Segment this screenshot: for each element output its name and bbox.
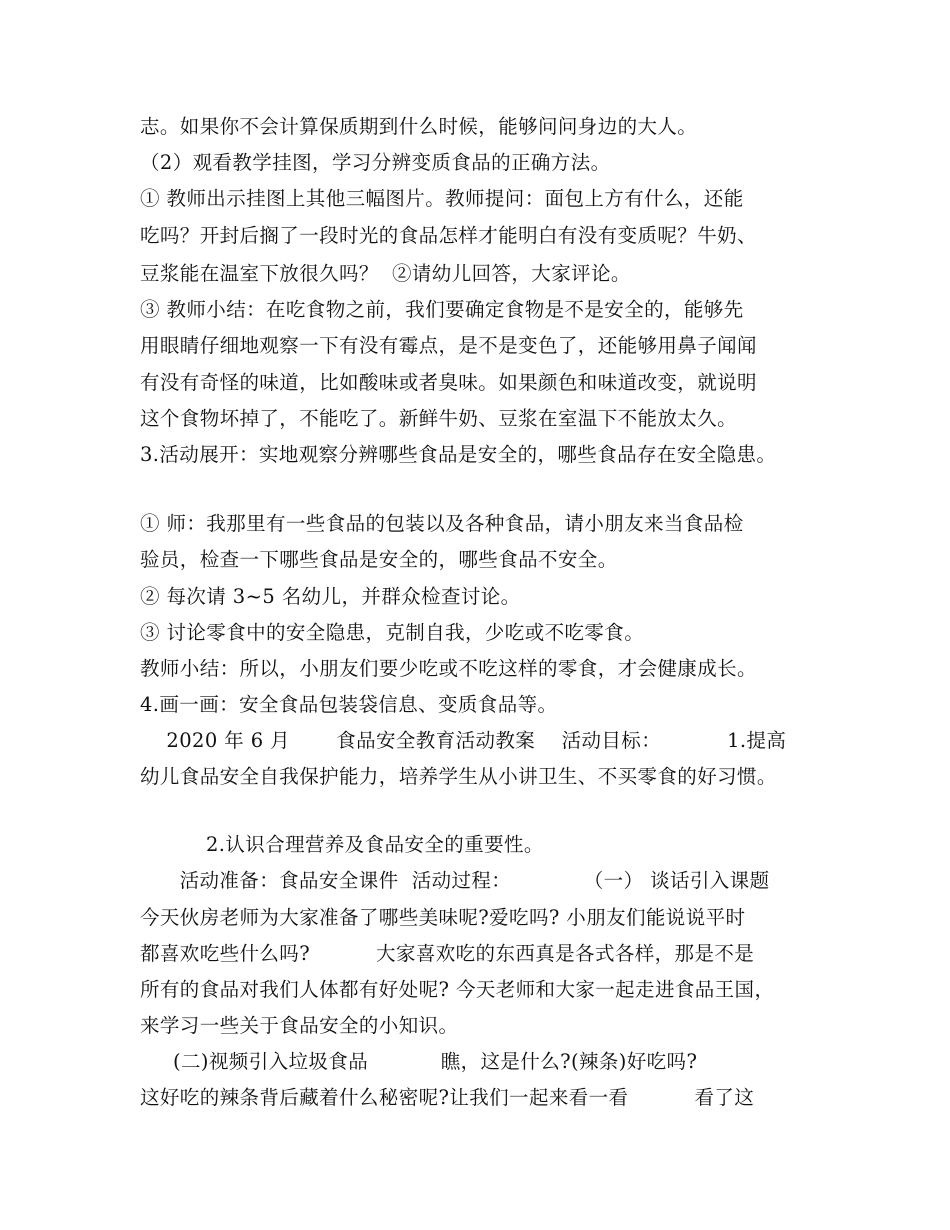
- text-line-25: (二)视频引入垃圾食品 瞧，这是什么?(辣条)好吃吗?: [140, 1050, 698, 1073]
- text-line-10: 3.活动展开：实地观察分辨哪些食品是安全的，哪些食品存在安全隐患。: [140, 443, 777, 466]
- text-line-16: 4.画一画：安全食品包装袋信息、变质食品等。: [140, 693, 558, 716]
- text-line-11: ① 师：我那里有一些食品的包装以及各种食品，请小朋友来当食品检: [140, 512, 744, 535]
- text-line-19: 2.认识合理营养及食品安全的重要性。: [140, 833, 544, 856]
- text-line-13: ② 每次请 3~5 名幼儿，并群众检查讨论。: [140, 585, 521, 608]
- text-line-24: 来学习一些关于食品安全的小知识。: [140, 1014, 459, 1037]
- text-line-2: （2）观看教学挂图，学习分辨变质食品的正确方法。: [140, 151, 611, 174]
- text-line-20: 活动准备：食品安全课件 活动过程： （一） 谈话引入课题: [140, 869, 770, 892]
- text-line-22: 都喜欢吃些什么吗? 大家喜欢吃的东西真是各式各样，那是不是: [140, 942, 755, 965]
- text-line-26: 这好吃的辣条背后藏着什么秘密呢?让我们一起来看一看 看了这: [140, 1086, 755, 1109]
- text-line-8: 有没有奇怪的味道，比如酸味或者臭味。如果颜色和味道改变，就说明: [140, 371, 757, 394]
- text-line-3: ① 教师出示挂图上其他三幅图片。教师提问：面包上方有什么，还能: [140, 187, 744, 210]
- text-line-15: 教师小结：所以，小朋友们要少吃或不吃这样的零食，才会健康成长。: [140, 657, 757, 680]
- text-line-14: ③ 讨论零食中的安全隐患，克制自我，少吃或不吃零食。: [140, 621, 645, 644]
- text-line-1: 志。如果你不会计算保质期到什么时候，能够问问身边的大人。: [140, 115, 698, 138]
- text-line-21: 今天伙房老师为大家准备了哪些美味呢?爱吃吗? 小朋友们能说说平时: [140, 906, 746, 929]
- text-line-4: 吃吗？开封后搁了一段时光的食品怎样才能明白有没有变质呢？牛奶、: [140, 224, 757, 247]
- text-line-23: 所有的食品对我们人体都有好处呢? 今天老师和大家一起走进食品王国，: [140, 978, 775, 1001]
- text-line-9: 这个食物坏掉了，不能吃了。新鲜牛奶、豆浆在室温下不能放太久。: [140, 407, 738, 430]
- text-line-5: 豆浆能在温室下放很久吗？ ②请幼儿回答，大家评论。: [140, 262, 631, 285]
- text-line-17: 2020 年 6 月 食品安全教育活动教案 活动目标： 1.提高: [140, 729, 787, 752]
- text-line-7: 用眼睛仔细地观察一下有没有霉点，是不是变色了，还能够用鼻子闻闻: [140, 334, 757, 357]
- text-line-6: ③ 教师小结：在吃食物之前，我们要确定食物是不是安全的，能够先: [140, 298, 744, 321]
- text-line-12: 验员，检查一下哪些食品是安全的，哪些食品不安全。: [140, 548, 618, 571]
- text-line-18: 幼儿食品安全自我保护能力，培养学生从小讲卫生、不买零食的好习惯。: [140, 765, 777, 788]
